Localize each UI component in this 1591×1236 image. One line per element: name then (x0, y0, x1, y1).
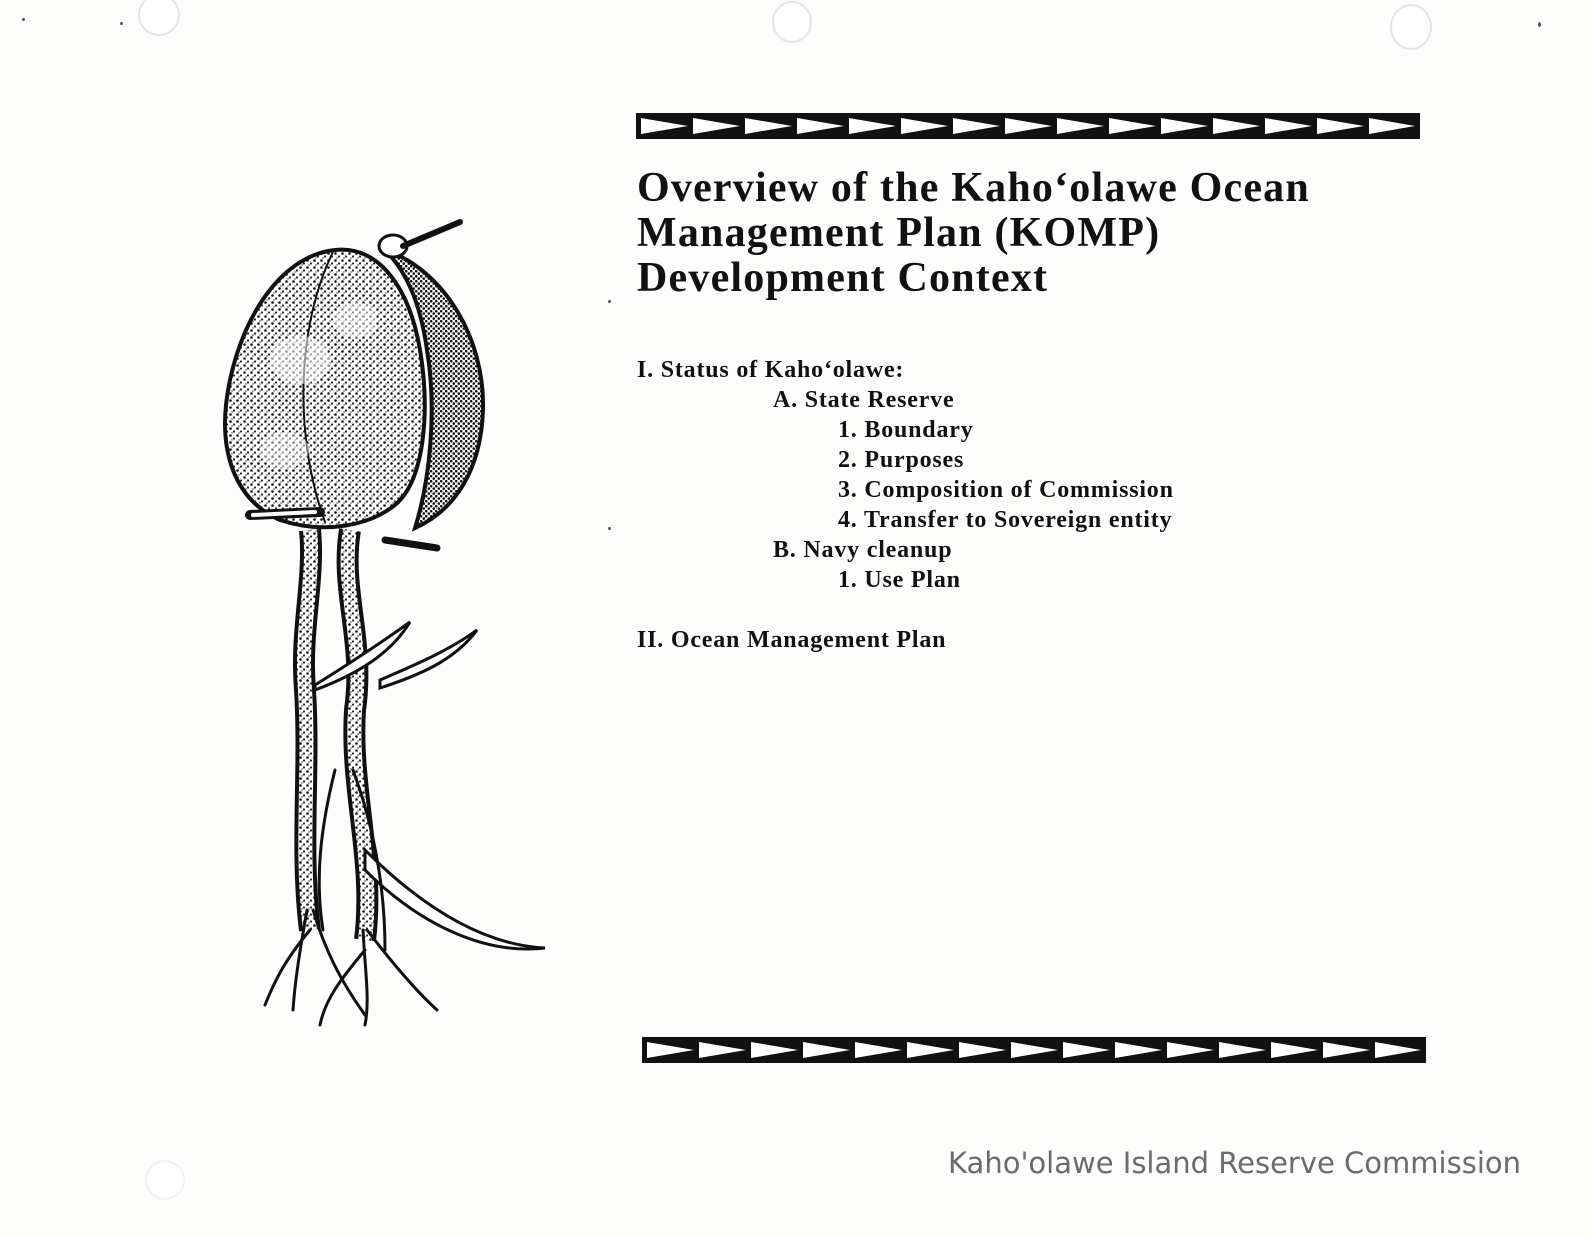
scan-speck (608, 300, 611, 303)
outline-item-b-1: 1. Use Plan (838, 567, 961, 593)
bottom-triangle-border-icon (642, 1037, 1426, 1063)
outline-item-b: B. Navy cleanup (773, 537, 953, 563)
scan-speck (120, 22, 123, 25)
punch-hole-top-center (772, 1, 812, 43)
sprouting-seed-illustration-icon (215, 210, 560, 1040)
outline-section-2: II. Ocean Management Plan (637, 627, 947, 653)
scan-speck (1538, 22, 1541, 27)
punch-hole-bottom-left (145, 1160, 185, 1200)
scan-speck (22, 18, 25, 21)
outline-item-a-1: 1. Boundary (838, 417, 974, 443)
punch-hole-top-right (1390, 4, 1432, 50)
outline-item-a: A. State Reserve (773, 387, 955, 413)
title-line-3: Development Context (637, 255, 1049, 301)
punch-hole-top-left (138, 0, 180, 36)
outline-item-a-4: 4. Transfer to Sovereign entity (838, 507, 1173, 533)
outline-item-a-3: 3. Composition of Commission (838, 477, 1174, 503)
top-triangle-border-icon (636, 113, 1420, 139)
outline-item-a-2: 2. Purposes (838, 447, 965, 473)
outline-section-1: I. Status of Kahoʻolawe: (637, 357, 905, 383)
footer-watermark: Kaho'olawe Island Reserve Commission (948, 1146, 1521, 1180)
title-line-1: Overview of the Kahoʻolawe Ocean (637, 165, 1310, 211)
title-line-2: Management Plan (KOMP) (637, 210, 1161, 256)
scan-speck (608, 527, 611, 530)
page-title (637, 166, 1457, 301)
